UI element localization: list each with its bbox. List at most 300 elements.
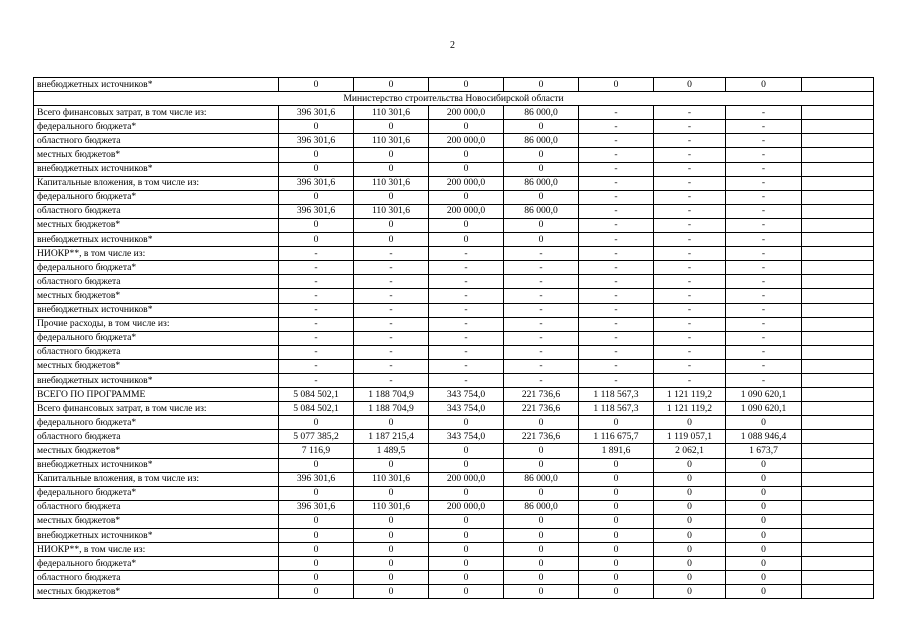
row-value: 0 (429, 233, 504, 247)
row-value: 0 (429, 486, 504, 500)
row-value: 110 301,6 (354, 500, 429, 514)
row-value: 0 (654, 500, 726, 514)
row-value: - (579, 162, 654, 176)
row-value: - (504, 261, 579, 275)
row-value: - (579, 275, 654, 289)
row-value: - (354, 261, 429, 275)
row-value: 86 000,0 (504, 472, 579, 486)
row-label: федерального бюджета* (34, 261, 279, 275)
row-label: федерального бюджета* (34, 486, 279, 500)
table-row (34, 373, 874, 387)
row-value: 1 673,7 (726, 444, 802, 458)
row-value: 200 000,0 (429, 176, 504, 190)
row-value: 0 (726, 557, 802, 571)
row-value: - (279, 359, 354, 373)
row-value: 0 (429, 148, 504, 162)
row-value: 0 (726, 78, 802, 92)
row-value: - (726, 218, 802, 232)
row-value: - (654, 120, 726, 134)
row-value: 0 (279, 557, 354, 571)
row-value: - (354, 345, 429, 359)
row-value: 0 (504, 148, 579, 162)
row-value: 1 187 215,4 (354, 430, 429, 444)
row-value: - (579, 359, 654, 373)
row-value: - (429, 345, 504, 359)
row-value: 0 (279, 585, 354, 599)
row-value: 0 (579, 514, 654, 528)
row-value: - (654, 134, 726, 148)
row-value: 0 (504, 162, 579, 176)
row-value: 0 (504, 78, 579, 92)
row-value: 0 (354, 233, 429, 247)
row-value: 110 301,6 (354, 176, 429, 190)
row-value: - (504, 331, 579, 345)
row-value: - (654, 289, 726, 303)
empty-cell (802, 176, 874, 190)
table-row (34, 557, 874, 571)
row-value: 1 121 119,2 (654, 388, 726, 402)
row-value: 0 (726, 543, 802, 557)
row-value: 0 (429, 78, 504, 92)
row-value: 0 (279, 529, 354, 543)
row-value: 221 736,6 (504, 430, 579, 444)
row-value: 0 (504, 557, 579, 571)
empty-cell (802, 444, 874, 458)
row-value: - (504, 359, 579, 373)
row-value: - (579, 289, 654, 303)
row-value: - (279, 247, 354, 261)
section-header-row (34, 92, 874, 106)
row-value: - (429, 373, 504, 387)
table-row (34, 247, 874, 261)
row-value: 5 084 502,1 (279, 402, 354, 416)
row-value: 0 (354, 571, 429, 585)
row-value: 1 116 675,7 (579, 430, 654, 444)
empty-cell (802, 557, 874, 571)
row-value: - (579, 218, 654, 232)
row-label: федерального бюджета* (34, 190, 279, 204)
row-label: местных бюджетов* (34, 289, 279, 303)
table-row (34, 543, 874, 557)
row-value: - (354, 275, 429, 289)
row-value: 0 (279, 218, 354, 232)
row-label: федерального бюджета* (34, 120, 279, 134)
row-value: - (354, 373, 429, 387)
row-value: 0 (579, 416, 654, 430)
empty-cell (802, 78, 874, 92)
empty-cell (802, 317, 874, 331)
row-value: - (429, 317, 504, 331)
empty-cell (802, 416, 874, 430)
empty-cell (802, 373, 874, 387)
row-value: 0 (504, 543, 579, 557)
row-value: 0 (579, 543, 654, 557)
row-value: 0 (354, 486, 429, 500)
row-value: 0 (654, 543, 726, 557)
row-value: 0 (279, 148, 354, 162)
empty-cell (802, 162, 874, 176)
row-value: - (429, 331, 504, 345)
row-value: 0 (354, 120, 429, 134)
row-value: - (579, 120, 654, 134)
row-label: местных бюджетов* (34, 444, 279, 458)
row-value: 0 (429, 162, 504, 176)
row-value: 0 (579, 458, 654, 472)
row-value: 200 000,0 (429, 472, 504, 486)
empty-cell (802, 359, 874, 373)
row-value: 0 (429, 543, 504, 557)
row-value: 0 (279, 120, 354, 134)
table-row (34, 571, 874, 585)
row-value: - (279, 331, 354, 345)
empty-cell (802, 430, 874, 444)
table-row (34, 218, 874, 232)
row-value: 0 (279, 162, 354, 176)
row-value: - (429, 247, 504, 261)
table-row (34, 359, 874, 373)
table-row (34, 472, 874, 486)
row-value: - (579, 331, 654, 345)
row-value: 1 121 119,2 (654, 402, 726, 416)
row-value: 86 000,0 (504, 500, 579, 514)
row-value: - (726, 190, 802, 204)
row-value: - (726, 373, 802, 387)
row-value: - (726, 106, 802, 120)
row-value: 200 000,0 (429, 106, 504, 120)
table-row (34, 500, 874, 514)
empty-cell (802, 134, 874, 148)
table-row (34, 388, 874, 402)
row-value: 0 (354, 585, 429, 599)
table-row (34, 514, 874, 528)
row-value: 0 (654, 472, 726, 486)
row-value: - (726, 162, 802, 176)
row-value: 200 000,0 (429, 500, 504, 514)
row-value: 396 301,6 (279, 176, 354, 190)
table-row (34, 416, 874, 430)
row-value: - (354, 289, 429, 303)
empty-cell (802, 148, 874, 162)
row-value: - (504, 303, 579, 317)
row-value: 1 118 567,3 (579, 402, 654, 416)
row-value: - (354, 331, 429, 345)
table-row (34, 176, 874, 190)
table-row (34, 275, 874, 289)
row-label: федерального бюджета* (34, 416, 279, 430)
row-value: - (654, 359, 726, 373)
row-value: 0 (579, 571, 654, 585)
row-label: Капитальные вложения, в том числе из: (34, 176, 279, 190)
row-value: 0 (579, 472, 654, 486)
row-value: 1 090 620,1 (726, 402, 802, 416)
section-header: Министерство строительства Новосибирской области (34, 92, 874, 106)
table-row (34, 204, 874, 218)
row-value: 0 (354, 543, 429, 557)
row-value: 0 (429, 120, 504, 134)
row-value: - (654, 303, 726, 317)
financing-table (33, 77, 874, 599)
row-value: 1 088 946,4 (726, 430, 802, 444)
row-value: - (654, 190, 726, 204)
empty-cell (802, 218, 874, 232)
table-row (34, 430, 874, 444)
empty-cell (802, 543, 874, 557)
row-label: местных бюджетов* (34, 148, 279, 162)
row-value: - (279, 289, 354, 303)
row-value: 110 301,6 (354, 134, 429, 148)
row-value: - (579, 233, 654, 247)
row-label: внебюджетных источников* (34, 303, 279, 317)
row-value: 396 301,6 (279, 204, 354, 218)
row-value: - (579, 345, 654, 359)
row-label: внебюджетных источников* (34, 78, 279, 92)
row-value: - (579, 148, 654, 162)
row-value: 0 (654, 416, 726, 430)
empty-cell (802, 571, 874, 585)
row-label: местных бюджетов* (34, 585, 279, 599)
row-value: - (654, 218, 726, 232)
row-label: областного бюджета (34, 275, 279, 289)
table-row (34, 402, 874, 416)
row-value: - (726, 247, 802, 261)
table-row (34, 78, 874, 92)
row-value: 86 000,0 (504, 204, 579, 218)
empty-cell (802, 345, 874, 359)
row-value: 0 (429, 529, 504, 543)
row-value: 0 (354, 218, 429, 232)
row-value: - (654, 204, 726, 218)
row-label: НИОКР**, в том числе из: (34, 543, 279, 557)
table-row (34, 233, 874, 247)
row-label: внебюджетных источников* (34, 373, 279, 387)
table-row (34, 345, 874, 359)
table-row (34, 134, 874, 148)
table-row (34, 458, 874, 472)
table-row (34, 486, 874, 500)
row-label: областного бюджета (34, 204, 279, 218)
row-value: 0 (354, 514, 429, 528)
row-value: - (654, 261, 726, 275)
row-value: - (279, 303, 354, 317)
empty-cell (802, 472, 874, 486)
row-value: - (726, 289, 802, 303)
row-label: местных бюджетов* (34, 514, 279, 528)
row-value: 0 (654, 514, 726, 528)
row-label: внебюджетных источников* (34, 458, 279, 472)
row-value: - (279, 317, 354, 331)
row-value: 5 084 502,1 (279, 388, 354, 402)
table-row (34, 190, 874, 204)
row-value: 396 301,6 (279, 134, 354, 148)
row-value: 0 (504, 571, 579, 585)
row-value: 0 (504, 218, 579, 232)
empty-cell (802, 402, 874, 416)
row-value: 110 301,6 (354, 204, 429, 218)
row-value: - (279, 275, 354, 289)
empty-cell (802, 106, 874, 120)
row-value: 0 (504, 486, 579, 500)
row-value: 0 (504, 458, 579, 472)
empty-cell (802, 458, 874, 472)
table-row (34, 585, 874, 599)
empty-cell (802, 500, 874, 514)
row-value: 0 (279, 543, 354, 557)
row-value: 0 (726, 458, 802, 472)
row-value: 0 (726, 500, 802, 514)
row-label: местных бюджетов* (34, 218, 279, 232)
row-value: - (504, 275, 579, 289)
page-number: 2 (450, 40, 455, 51)
empty-cell (802, 261, 874, 275)
row-value: - (726, 303, 802, 317)
table-row (34, 529, 874, 543)
row-value: 1 188 704,9 (354, 402, 429, 416)
row-value: - (579, 204, 654, 218)
row-value: 0 (726, 585, 802, 599)
row-value: 1 489,5 (354, 444, 429, 458)
row-value: 396 301,6 (279, 106, 354, 120)
row-value: 0 (354, 416, 429, 430)
row-label: ВСЕГО ПО ПРОГРАММЕ (34, 388, 279, 402)
row-value: 1 118 567,3 (579, 388, 654, 402)
row-value: - (579, 190, 654, 204)
row-value: 0 (429, 190, 504, 204)
row-value: 0 (429, 571, 504, 585)
empty-cell (802, 120, 874, 134)
row-value: 0 (654, 585, 726, 599)
row-value: 0 (354, 529, 429, 543)
row-value: - (654, 317, 726, 331)
row-value: - (579, 247, 654, 261)
row-value: 0 (504, 190, 579, 204)
row-value: - (654, 148, 726, 162)
row-label: Капитальные вложения, в том числе из: (34, 472, 279, 486)
row-value: 0 (579, 486, 654, 500)
row-value: - (654, 331, 726, 345)
row-label: Всего финансовых затрат, в том числе из: (34, 106, 279, 120)
row-value: 1 090 620,1 (726, 388, 802, 402)
row-label: областного бюджета (34, 345, 279, 359)
table-row (34, 261, 874, 275)
row-value: 0 (429, 557, 504, 571)
empty-cell (802, 247, 874, 261)
row-value: 0 (654, 486, 726, 500)
row-label: местных бюджетов* (34, 359, 279, 373)
empty-cell (802, 289, 874, 303)
row-value: - (726, 176, 802, 190)
row-value: 0 (726, 514, 802, 528)
row-value: - (726, 261, 802, 275)
row-value: 0 (279, 458, 354, 472)
empty-cell (802, 275, 874, 289)
row-value: - (279, 373, 354, 387)
row-value: 0 (279, 78, 354, 92)
row-value: - (654, 162, 726, 176)
row-value: 0 (429, 458, 504, 472)
row-value: - (504, 373, 579, 387)
row-value: 200 000,0 (429, 134, 504, 148)
row-value: 0 (504, 444, 579, 458)
row-value: 0 (429, 416, 504, 430)
row-value: - (579, 106, 654, 120)
row-value: - (504, 345, 579, 359)
row-value: - (579, 134, 654, 148)
row-value: 0 (654, 557, 726, 571)
row-value: - (579, 176, 654, 190)
row-label: областного бюджета (34, 571, 279, 585)
row-value: 5 077 385,2 (279, 430, 354, 444)
row-value: 343 754,0 (429, 402, 504, 416)
row-value: 221 736,6 (504, 388, 579, 402)
row-value: - (504, 247, 579, 261)
empty-cell (802, 204, 874, 218)
empty-cell (802, 486, 874, 500)
row-label: федерального бюджета* (34, 331, 279, 345)
row-value: 0 (579, 557, 654, 571)
row-value: - (504, 317, 579, 331)
row-value: 110 301,6 (354, 106, 429, 120)
row-value: 343 754,0 (429, 430, 504, 444)
table-row (34, 317, 874, 331)
row-value: - (654, 233, 726, 247)
row-label: областного бюджета (34, 500, 279, 514)
row-value: 0 (726, 529, 802, 543)
row-value: - (726, 345, 802, 359)
empty-cell (802, 388, 874, 402)
row-value: 0 (354, 190, 429, 204)
row-value: 0 (726, 472, 802, 486)
row-value: - (726, 148, 802, 162)
row-value: - (726, 134, 802, 148)
row-value: - (429, 303, 504, 317)
row-value: 0 (726, 416, 802, 430)
row-value: 1 119 057,1 (654, 430, 726, 444)
row-value: 0 (504, 233, 579, 247)
empty-cell (802, 529, 874, 543)
row-value: 0 (504, 416, 579, 430)
row-value: - (429, 289, 504, 303)
row-label: внебюджетных источников* (34, 233, 279, 247)
row-value: - (726, 359, 802, 373)
row-value: 0 (279, 233, 354, 247)
row-value: - (654, 373, 726, 387)
empty-cell (802, 190, 874, 204)
row-value: 0 (579, 78, 654, 92)
row-value: - (654, 247, 726, 261)
row-value: - (579, 317, 654, 331)
row-value: 0 (504, 529, 579, 543)
row-value: - (726, 331, 802, 345)
row-value: - (654, 106, 726, 120)
row-value: 0 (279, 486, 354, 500)
row-value: 0 (654, 458, 726, 472)
row-label: Прочие расходы, в том числе из: (34, 317, 279, 331)
row-value: - (579, 261, 654, 275)
row-value: 0 (429, 514, 504, 528)
row-value: 0 (654, 78, 726, 92)
row-value: 0 (726, 571, 802, 585)
row-value: 110 301,6 (354, 472, 429, 486)
row-value: 200 000,0 (429, 204, 504, 218)
table-row (34, 303, 874, 317)
row-value: 0 (354, 458, 429, 472)
row-value: 0 (504, 585, 579, 599)
row-label: областного бюджета (34, 134, 279, 148)
row-value: 0 (429, 585, 504, 599)
row-value: - (726, 317, 802, 331)
row-label: НИОКР**, в том числе из: (34, 247, 279, 261)
row-value: 0 (279, 514, 354, 528)
